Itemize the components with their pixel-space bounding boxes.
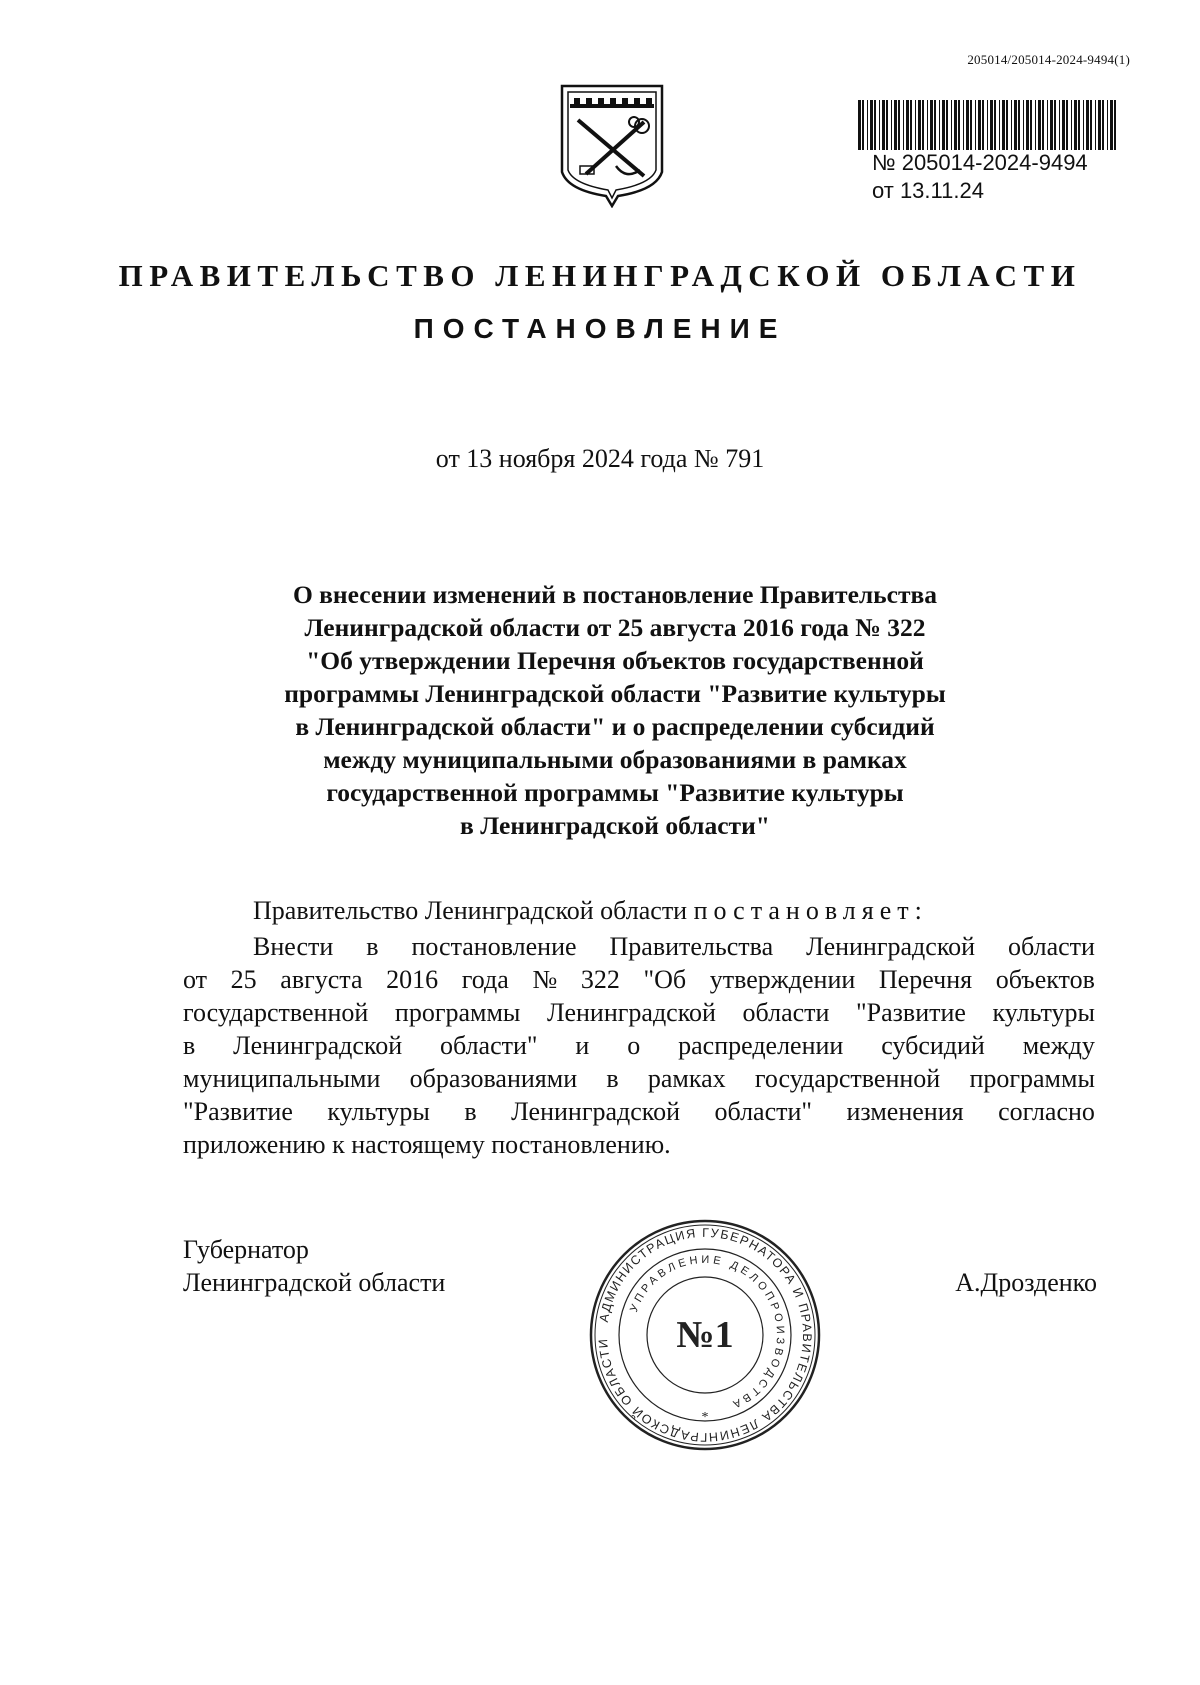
subject-line: "Об утверждении Перечня объектов государственной — [306, 646, 924, 675]
subject-line: в Ленинградской области" — [460, 811, 770, 840]
signatory-title-line2: Ленинградской области — [183, 1268, 446, 1297]
body-word: Перечня — [878, 965, 973, 994]
body-word: 25 — [230, 965, 257, 994]
subject-line: программы Ленинградской области "Развитие культуры — [284, 679, 946, 708]
body-word: и — [575, 1031, 590, 1060]
body-line — [183, 1062, 1095, 1095]
body-line — [183, 1095, 1095, 1128]
body-word: приложению к настоящему постановлению. — [183, 1130, 671, 1159]
svg-text:*: * — [701, 1410, 709, 1425]
preamble-resolves: постановляет: — [693, 896, 928, 925]
body-word: "Развитие — [856, 998, 966, 1027]
body-word: утверждении — [709, 965, 856, 994]
body-line — [183, 1128, 1095, 1161]
svg-text:№1: №1 — [676, 1314, 734, 1356]
body-word: государственной — [183, 998, 369, 1027]
body-word: Ленинградской — [806, 932, 976, 961]
body-word: о — [627, 1031, 641, 1060]
body-word: Правительства — [609, 932, 774, 961]
body-word: согласно — [998, 1097, 1095, 1126]
subject-line: государственной программы "Развитие культуры — [326, 778, 904, 807]
body-word: августа — [280, 965, 363, 994]
body-word: субсидий — [881, 1031, 985, 1060]
body-word: распределении — [678, 1031, 844, 1060]
body-word: Ленинградской — [547, 998, 716, 1027]
body-word: области" — [440, 1031, 538, 1060]
svg-text:УПРАВЛЕНИЕ ДЕЛОПРОИЗВОДСТВА: УПРАВЛЕНИЕ ДЕЛОПРОИЗВОДСТВА — [628, 1253, 787, 1412]
decree-date-number: от 13 ноября 2024 года № 791 — [435, 444, 765, 473]
preamble-text: Правительство Ленинградской области — [253, 896, 688, 925]
decree-subject — [250, 578, 980, 842]
body-word: изменения — [846, 1097, 964, 1126]
subject-line: О внесении изменений в постановление Правительства — [292, 580, 938, 609]
decree-body — [183, 930, 1095, 1161]
signatory-title-line1: Губернатор — [183, 1235, 309, 1264]
body-word: муниципальными — [183, 1064, 381, 1093]
body-word: от — [183, 965, 208, 994]
subject-line: Ленинградской области от 25 августа 2016 года № 322 — [304, 613, 926, 642]
body-word: области — [742, 998, 830, 1027]
body-word: года — [461, 965, 509, 994]
subject-line: в Ленинградской области" и о распределении субсидий — [295, 712, 935, 741]
body-word: культуры — [327, 1097, 430, 1126]
document-type-title: ПОСТАНОВЛЕНИЕ — [413, 313, 787, 344]
body-word: рамках — [647, 1064, 726, 1093]
body-word: области" — [714, 1097, 813, 1126]
body-line — [183, 963, 1095, 996]
registration-number: № 205014-2024-9494 — [872, 150, 1088, 175]
body-word: № — [532, 965, 558, 994]
body-word: 322 — [580, 965, 620, 994]
body-word: государственной — [754, 1064, 941, 1093]
coat-of-arms-emblem — [556, 80, 668, 208]
body-word: Ленинградской — [233, 1031, 403, 1060]
body-word: Ленинградской — [511, 1097, 681, 1126]
government-title: ПРАВИТЕЛЬСТВО ЛЕНИНГРАДСКОЙ ОБЛАСТИ — [118, 258, 1082, 293]
body-word: объектов — [995, 965, 1095, 994]
body-line — [183, 930, 1095, 963]
body-word: в — [183, 1031, 196, 1060]
preamble — [253, 896, 928, 926]
body-word: в — [464, 1097, 477, 1126]
body-word: образованиями — [409, 1064, 578, 1093]
registration-date: от 13.11.24 — [872, 178, 984, 203]
body-word: области — [1008, 932, 1095, 961]
body-word: в — [366, 932, 379, 961]
subject-line: между муниципальными образованиями в рамках — [323, 745, 907, 774]
body-word: культуры — [992, 998, 1095, 1027]
official-seal-stamp — [585, 1215, 825, 1455]
signatory-name: А.Дрозденко — [955, 1268, 1097, 1297]
body-word: между — [1022, 1031, 1095, 1060]
body-word: "Об — [643, 965, 687, 994]
barcode — [858, 100, 1118, 150]
body-word: программы — [394, 998, 521, 1027]
svg-text:АДМИНИСТРАЦИЯ ГУБЕРНАТОРА И ПР: АДМИНИСТРАЦИЯ ГУБЕРНАТОРА И ПРАВИТЕЛЬСТВА ЛЕНИНГРАДСКОЙ ОБЛАСТИ — [595, 1225, 815, 1445]
body-word: 2016 — [386, 965, 439, 994]
body-word: Внести — [253, 932, 334, 961]
body-line — [183, 1029, 1095, 1062]
body-word: "Развитие — [183, 1097, 293, 1126]
document-id: 205014/205014-2024-9494(1) — [967, 52, 1130, 67]
body-word: программы — [969, 1064, 1095, 1093]
body-word: постановление — [411, 932, 577, 961]
body-word: в — [606, 1064, 619, 1093]
body-line — [183, 996, 1095, 1029]
